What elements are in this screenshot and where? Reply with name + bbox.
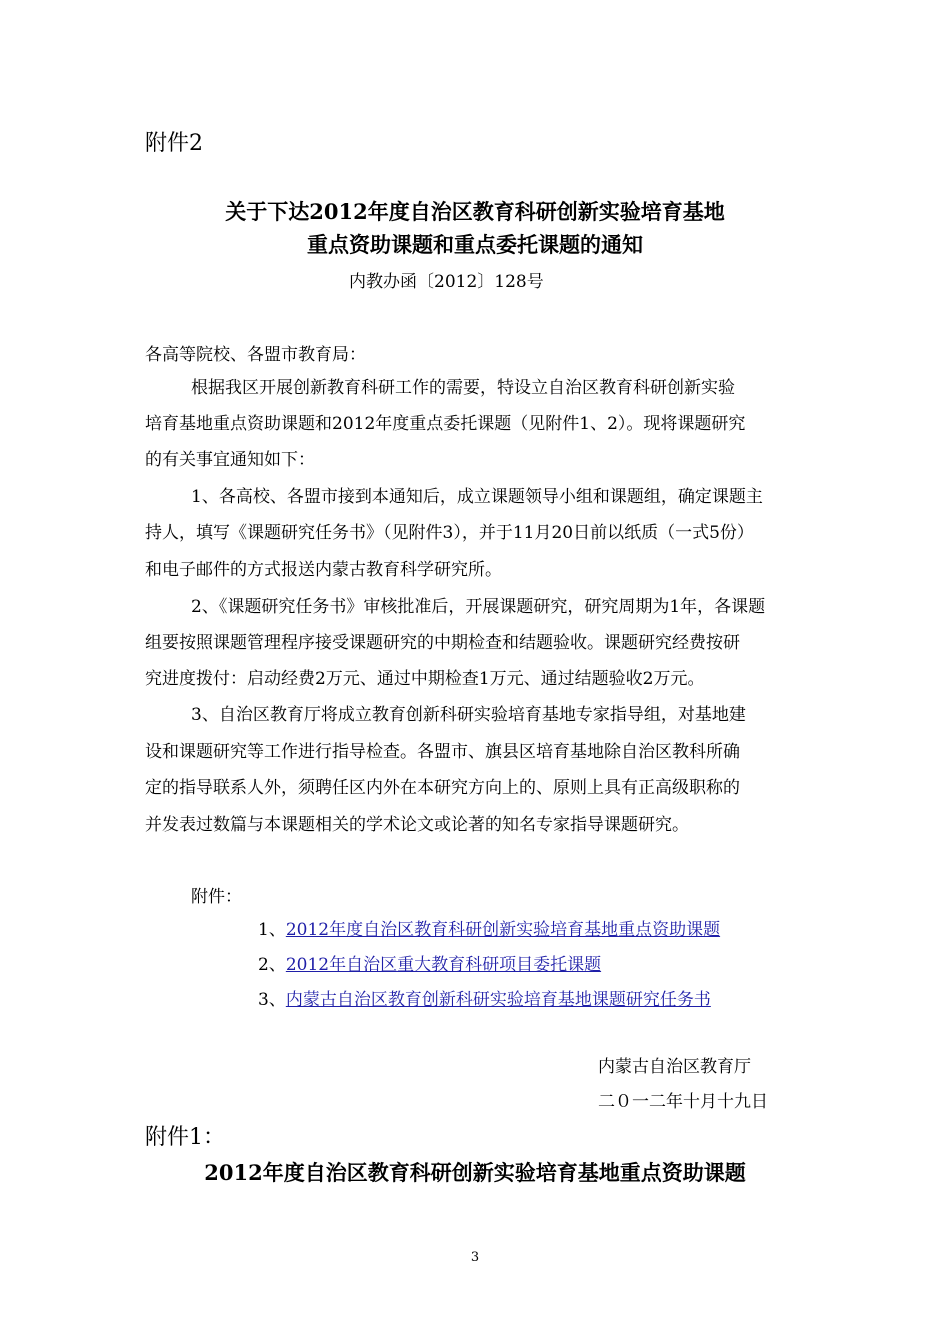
attachment-item-3 (258, 985, 711, 1010)
attachment-link-3[interactable]: 内蒙古自治区教育创新科研实验培育基地课题研究任务书 (285, 990, 711, 1010)
body-line: 并发表过数篇与本课题相关的学术论文或论著的知名专家指导课题研究。 (145, 815, 689, 835)
appendix-label: 附件1： (145, 1125, 225, 1150)
body-line: 持人，填写《课题研究任务书》（见附件3），并于11月20日前以纸质（一式5份） (145, 523, 754, 543)
page-number: 3 (470, 1250, 480, 1265)
document-number: 内教办函〔2012〕128号 (349, 272, 544, 292)
body-line: 3、自治区教育厅将成立教育创新科研实验培育基地专家指导组，对基地建 (191, 705, 746, 725)
body-line: 的有关事宜通知如下： (145, 450, 315, 470)
body-line: 设和课题研究等工作进行指导检查。各盟市、旗县区培育基地除自治区教科所确 (145, 742, 740, 762)
body-line: 2、《课题研究任务书》审核批准后，开展课题研究，研究周期为1年，各课题 (191, 597, 766, 617)
attachment-item-2 (258, 950, 601, 975)
body-line: 究进度拨付：启动经费2万元、通过中期检查1万元、通过结题验收2万元。 (145, 669, 705, 689)
attachment-item-1 (258, 915, 720, 940)
attachments-label: 附件： (191, 887, 242, 907)
body-line: 组要按照课题管理程序接受课题研究的中期检查和结题验收。课题研究经费按研 (145, 633, 740, 653)
signature-org: 内蒙古自治区教育厅 (598, 1057, 751, 1077)
attachment-prefix: 1、 (258, 920, 286, 940)
notice-title-line1: 关于下达2012年度自治区教育科研创新实验培育基地 (225, 199, 725, 224)
attachment-prefix: 3、 (258, 990, 286, 1010)
body-line: 培育基地重点资助课题和2012年度重点委托课题（见附件1、2）。现将课题研究 (145, 414, 746, 434)
body-line: 定的指导联系人外，须聘任区内外在本研究方向上的、原则上具有正高级职称的 (145, 778, 740, 798)
appendix-title: 2012年度自治区教育科研创新实验培育基地重点资助课题 (204, 1160, 746, 1185)
attachment-link-2[interactable]: 2012年自治区重大教育科研项目委托课题 (285, 955, 602, 975)
salutation: 各高等院校、各盟市教育局： (145, 345, 366, 365)
attachment-link-1[interactable]: 2012年度自治区教育科研创新实验培育基地重点资助课题 (285, 920, 721, 940)
attachment-heading: 附件2 (145, 131, 203, 156)
signature-date: 二０一二年十月十九日 (598, 1092, 768, 1112)
notice-title-line2: 重点资助课题和重点委托课题的通知 (307, 232, 643, 257)
body-line: 1、各高校、各盟市接到本通知后，成立课题领导小组和课题组，确定课题主 (191, 487, 763, 507)
attachment-prefix: 2、 (258, 955, 286, 975)
body-line: 根据我区开展创新教育科研工作的需要，特设立自治区教育科研创新实验 (191, 378, 735, 398)
body-line: 和电子邮件的方式报送内蒙古教育科学研究所。 (145, 560, 502, 580)
